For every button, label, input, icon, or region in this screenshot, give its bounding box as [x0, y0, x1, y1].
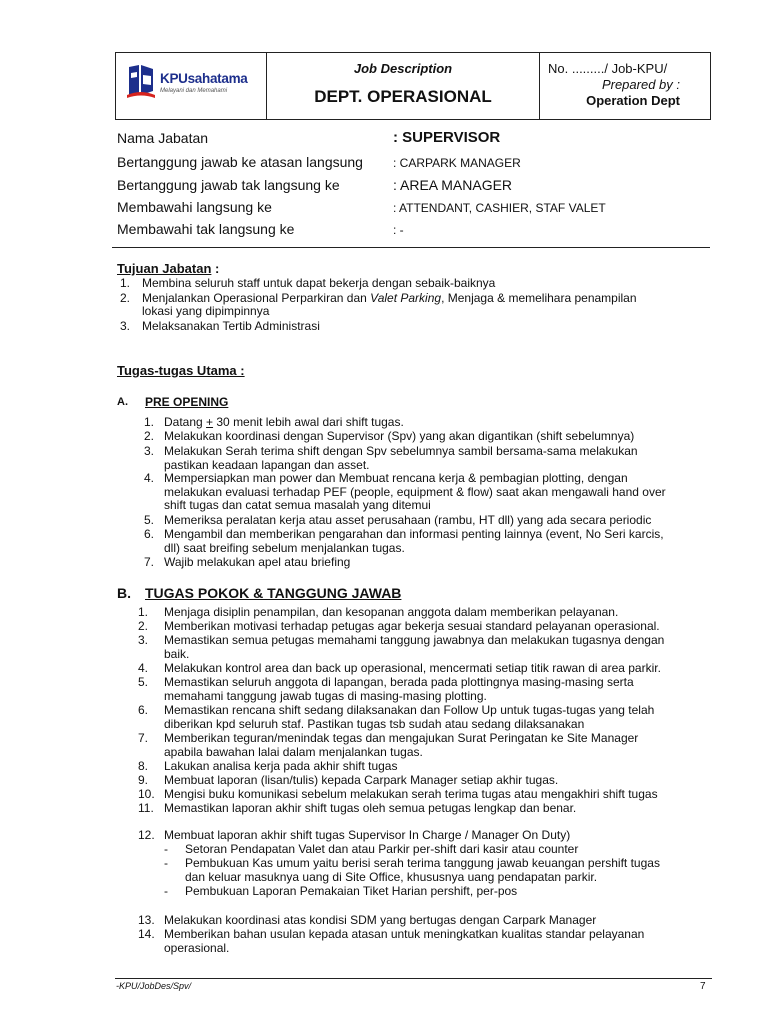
list-item	[138, 913, 597, 927]
item-text: Mempersiapkan man power dan Membuat rencana kerja & pembagian plotting, dengan	[164, 471, 628, 485]
list-item	[138, 731, 639, 759]
item-text: Pembukuan Laporan Pemakaian Tiket Harian pershift, per-pos	[185, 884, 518, 898]
list-item	[144, 444, 638, 472]
item-number: 2.	[144, 429, 155, 443]
item-number: 10.	[138, 787, 155, 801]
footer-reference: -KPU/JobDes/Spv/	[116, 981, 192, 991]
prepared-by-label: Prepared by :	[601, 77, 680, 92]
footer-divider	[115, 978, 712, 979]
item-text: Membuat laporan akhir shift tugas Supervisor In Charge / Manager On Duty)	[164, 828, 571, 842]
item-text: Mengisi buku komunikasi sebelum melakukan serah terima tugas atau mengakhiri shift tugas	[164, 787, 658, 801]
list-item	[138, 619, 660, 633]
company-logo-icon	[125, 63, 157, 99]
document-info-cell	[540, 53, 710, 119]
item-text: Melakukan koordinasi atas kondisi SDM yang bertugas dengan Carpark Manager	[164, 913, 597, 927]
item-number: 11.	[138, 801, 154, 815]
item-text: apabila bawahan lalai dalam menjalankan tugas.	[164, 744, 423, 759]
field-label: Nama Jabatan	[117, 130, 209, 146]
page-number: 7	[700, 981, 706, 992]
item-text: Memastikan rencana shift sedang dilaksanakan dan Follow Up untuk tugas-tugas yang telah	[164, 703, 655, 717]
item-text: memahami tanggung jawab tugas di masing-masing plotting.	[164, 688, 487, 703]
list-item	[144, 429, 635, 443]
list-item	[138, 675, 634, 703]
item-text: shift tugas dan catat semua masalah yang ditemui	[164, 498, 431, 512]
item-text: Pembukuan Kas umum yaitu berisi serah terima tanggung jawab keuangan pershift tugas	[185, 856, 660, 870]
item-number: 1.	[144, 415, 155, 429]
item-text: Membuat laporan (lisan/tulis) kepada Carpark Manager setiap akhir tugas.	[164, 773, 559, 787]
document-header	[115, 52, 711, 120]
item-text: baik.	[164, 646, 190, 661]
department-title: DEPT. OPERASIONAL	[314, 87, 492, 106]
company-name: KPUsahatama	[160, 71, 248, 86]
field-value: : CARPARK MANAGER	[393, 156, 521, 170]
item-number: 7.	[144, 555, 155, 569]
item-number: 12.	[138, 828, 155, 842]
list-item	[138, 633, 665, 661]
item-number: 13.	[138, 913, 155, 927]
section-a-letter: A.	[117, 396, 128, 408]
item-number: 6.	[138, 703, 149, 717]
logo-cell	[116, 53, 267, 119]
item-text: Mengambil dan memberikan pengarahan dan informasi penting lainnya (event, No Seri karcis,	[164, 527, 664, 541]
item-text: Memeriksa peralatan kerja atau asset perusahaan (rambu, HT dll) yang ada secara periodic	[164, 513, 652, 527]
sub-list-item	[164, 884, 518, 898]
list-item	[144, 471, 666, 512]
item-number: 1.	[138, 605, 149, 619]
sub-list-item	[164, 842, 579, 856]
item-number: 3.	[144, 444, 155, 458]
sub-list-item	[164, 856, 660, 884]
list-item	[138, 605, 619, 619]
list-item	[144, 527, 664, 555]
item-text: Memastikan seluruh anggota di lapangan, berada pada plottingnya masing-masing serta	[164, 675, 634, 689]
prepared-by-dept: Operation Dept	[586, 93, 680, 108]
section-a-title: PRE OPENING	[145, 395, 229, 409]
item-text: Setoran Pendapatan Valet dan atau Parkir per-shift dari kasir atau counter	[185, 842, 579, 856]
item-text: dll) saat breifing sebelum menjalankan tugas.	[164, 540, 405, 555]
tujuan-heading-text: Tujuan Jabatan	[117, 261, 212, 276]
dash-bullet: -	[164, 856, 168, 870]
dash-bullet: -	[164, 884, 168, 898]
item-text: Memberikan teguran/menindak tegas dan mengajukan Surat Peringatan ke Site Manager	[164, 731, 639, 745]
company-tagline: Melayani dan Memahami	[160, 88, 228, 94]
field-label: Membawahi tak langsung ke	[117, 221, 295, 237]
list-item	[138, 703, 655, 731]
item-number: 6.	[144, 527, 155, 541]
item-number: 3.	[138, 633, 149, 647]
item-number: 2.	[138, 619, 149, 633]
field-label: Bertanggung jawab tak langsung ke	[117, 177, 340, 193]
divider	[112, 247, 710, 248]
field-value: : SUPERVISOR	[393, 129, 501, 146]
tugas-heading: Tugas-tugas Utama :	[117, 363, 245, 378]
field-value: : AREA MANAGER	[393, 177, 513, 193]
item-text: Melakukan kontrol area dan back up operasional, mencermati setiap titik rawan di area parkir.	[164, 661, 661, 675]
tujuan-heading-colon: :	[211, 261, 220, 276]
list-item: 3. Melaksanakan Tertib Administrasi	[120, 319, 320, 333]
tujuan-heading	[117, 261, 219, 276]
dash-bullet: -	[164, 842, 168, 856]
document-type: Job Description	[353, 61, 453, 76]
item-text: pastikan keadaan lapangan dan asset.	[164, 457, 370, 472]
item-text: dan keluar masuknya uang di Site Office, khususnya uang pendapatan parkir.	[185, 869, 598, 884]
list-item	[138, 661, 661, 675]
list-item: 2. Menjalankan Operasional Perparkiran dan Valet Parking, Menjaga & memelihara penampilan lokasi yang dipimpinnya	[120, 291, 637, 318]
section-b-title: TUGAS POKOK & TANGGUNG JAWAB	[145, 585, 402, 601]
list-item	[144, 415, 404, 429]
item-number: 4.	[138, 661, 149, 675]
item-text: Wajib melakukan apel atau briefing	[164, 555, 351, 569]
item-text: Melakukan Serah terima shift dengan Spv sebelumnya sambil bersama-sama melakukan	[164, 444, 638, 458]
field-value: : -	[393, 223, 404, 237]
list-item	[144, 555, 351, 569]
section-b-letter: B.	[117, 585, 131, 601]
item-number: 5.	[138, 675, 149, 689]
item-number: 5.	[144, 513, 155, 527]
list-item	[138, 759, 398, 773]
list-item	[138, 801, 577, 815]
item-number: 14.	[138, 927, 155, 941]
title-cell	[267, 53, 540, 119]
list-item	[138, 828, 571, 842]
item-text: Memastikan laporan akhir shift tugas oleh semua petugas lengkap dan benar.	[164, 801, 577, 815]
item-number: 7.	[138, 731, 149, 745]
field-label: Membawahi langsung ke	[117, 199, 272, 215]
item-number: 9.	[138, 773, 149, 787]
field-value: : ATTENDANT, CASHIER, STAF VALET	[393, 201, 606, 215]
document-number: No. ........./ Job-KPU/	[548, 61, 668, 76]
item-number: 8.	[138, 759, 149, 773]
item-text: Menjaga disiplin penampilan, dan kesopanan anggota dalam memberikan pelayanan.	[164, 605, 619, 619]
field-label: Bertanggung jawab ke atasan langsung	[117, 154, 363, 170]
item-text: Memastikan semua petugas memahami tanggung jawabnya dan melakukan tugasnya dengan	[164, 633, 665, 647]
list-item: 1. Membina seluruh staff untuk dapat bekerja dengan sebaik-baiknya	[120, 276, 496, 290]
item-number: 4.	[144, 471, 155, 485]
list-item	[138, 787, 658, 801]
list-item	[144, 513, 652, 527]
item-text: Lakukan analisa kerja pada akhir shift tugas	[164, 759, 398, 773]
item-text: Datang + 30 menit lebih awal dari shift tugas.	[164, 415, 404, 429]
list-item	[138, 927, 645, 955]
list-item	[138, 773, 559, 787]
item-text: Melakukan koordinasi dengan Supervisor (Spv) yang akan digantikan (shift sebelumnya)	[164, 429, 635, 443]
item-text: Memberikan bahan usulan kepada atasan untuk meningkatkan kualitas standar pelayanan	[164, 927, 645, 941]
item-text: operasional.	[164, 940, 230, 955]
item-text: melakukan evaluasi terhadap PEF (people, equipment & flow) saat akan mengawali hand over	[164, 484, 666, 499]
item-text: Memberikan motivasi terhadap petugas agar bekerja sesuai standard pelayanan operasional.	[164, 619, 660, 633]
item-text: diberikan kpd seluruh staf. Pastikan tugas tsb sudah atau sedang dilaksanakan	[164, 716, 585, 731]
